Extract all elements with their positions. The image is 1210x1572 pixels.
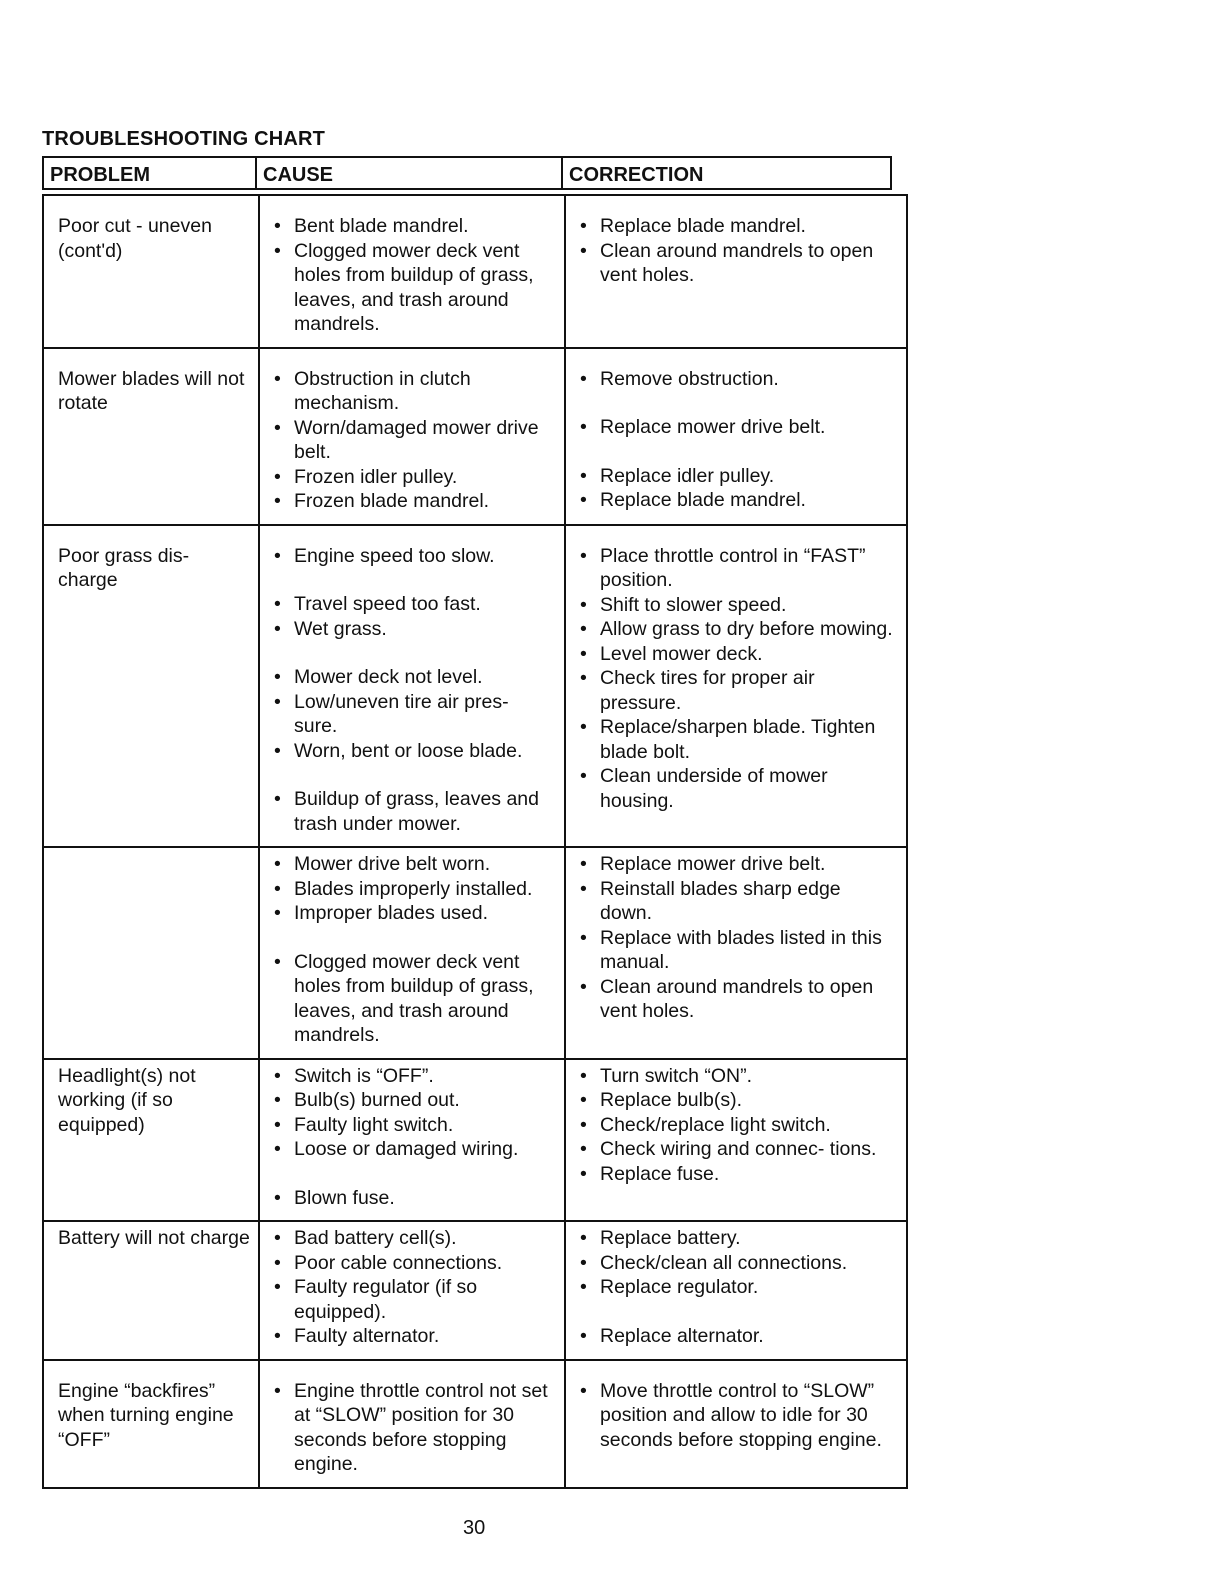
correction-item: • Clean underside of mower housing.: [578, 764, 898, 813]
cause-item: • Engine speed too slow.: [272, 544, 556, 569]
correction-item: • Replace with blades listed in this manual.: [578, 926, 898, 975]
problem-cell: [43, 847, 259, 1059]
cause-item: • Travel speed too fast.: [272, 592, 556, 617]
cause-item: • Mower deck not level.: [272, 665, 556, 690]
correction-item: • Replace blade mandrel.: [578, 488, 898, 513]
correction-cell: [565, 1360, 907, 1488]
table-row: [43, 195, 907, 348]
cause-item: • Faulty light switch.: [272, 1113, 556, 1138]
problem-cell: Headlight(s) not working (if so equipped): [43, 1059, 259, 1222]
correction-list: [578, 544, 898, 814]
cause-item: • Mower drive belt worn.: [272, 852, 556, 877]
cause-cell: [259, 1221, 565, 1360]
table-row: [43, 1059, 907, 1222]
cause-item: • Faulty regulator (if so equipped).: [272, 1275, 556, 1324]
correction-item: • Check wiring and connec- tions.: [578, 1137, 898, 1162]
problem-cell: Battery will not charge: [43, 1221, 259, 1360]
cause-item: • Wet grass.: [272, 617, 556, 642]
page-title: TROUBLESHOOTING CHART: [42, 128, 326, 150]
correction-cell: [565, 195, 907, 348]
table-row: [43, 1360, 907, 1488]
header-problem: PROBLEM: [44, 158, 257, 188]
table-row: [43, 525, 907, 848]
correction-item: • Remove obstruction.: [578, 367, 898, 392]
correction-item: • Move throttle control to “SLOW” position and allow to idle for 30 seconds before stopping engine.: [578, 1379, 898, 1453]
correction-item: • Replace/sharpen blade. Tighten blade bolt.: [578, 715, 898, 764]
correction-item: • Replace battery.: [578, 1226, 898, 1251]
correction-item: • Replace mower drive belt.: [578, 852, 898, 877]
correction-list: [578, 214, 898, 288]
cause-list: [272, 1226, 556, 1349]
correction-item: • Check tires for proper air pressure.: [578, 666, 898, 715]
correction-item: • Reinstall blades sharp edge down.: [578, 877, 898, 926]
header-correction: CORRECTION: [569, 164, 704, 186]
correction-item: • Replace fuse.: [578, 1162, 898, 1187]
correction-list: [578, 1379, 898, 1453]
correction-cell: [565, 525, 907, 848]
correction-list: [578, 852, 898, 1024]
correction-item: • Place throttle control in “FAST” position.: [578, 544, 898, 593]
cause-item: • Improper blades used.: [272, 901, 556, 926]
correction-item: • Clean around mandrels to open vent holes.: [578, 239, 898, 288]
cause-item: • Buildup of grass, leaves and trash under mower.: [272, 787, 556, 836]
cause-item: • Worn, bent or loose blade.: [272, 739, 556, 764]
cause-cell: [259, 195, 565, 348]
cause-item: • Bad battery cell(s).: [272, 1226, 556, 1251]
table-header: [42, 156, 892, 190]
troubleshooting-table: [42, 194, 908, 1489]
correction-item: • Shift to slower speed.: [578, 593, 898, 618]
cause-item: • Bulb(s) burned out.: [272, 1088, 556, 1113]
cause-item: • Worn/damaged mower drive belt.: [272, 416, 556, 465]
problem-cell: Mower blades will not rotate: [43, 348, 259, 525]
cause-item: • Blown fuse.: [272, 1186, 556, 1211]
correction-item: • Replace blade mandrel.: [578, 214, 898, 239]
cause-item: • Poor cable connections.: [272, 1251, 556, 1276]
cause-list: [272, 852, 556, 1048]
cause-item: • Clogged mower deck vent holes from buildup of grass, leaves, and trash around mandrels.: [272, 950, 556, 1048]
table-row: [43, 1221, 907, 1360]
cause-list: [272, 1379, 556, 1477]
cause-item: • Blades improperly installed.: [272, 877, 556, 902]
cause-item: • Frozen idler pulley.: [272, 465, 556, 490]
cause-list: [272, 1064, 556, 1211]
correction-item: • Clean around mandrels to open vent holes.: [578, 975, 898, 1024]
problem-cell: Poor grass dis- charge: [43, 525, 259, 848]
cause-item: • Bent blade mandrel.: [272, 214, 556, 239]
cause-item: • Loose or damaged wiring.: [272, 1137, 556, 1162]
table-row: [43, 847, 907, 1059]
correction-item: • Level mower deck.: [578, 642, 898, 667]
cause-cell: [259, 1059, 565, 1222]
correction-cell: [565, 1059, 907, 1222]
correction-list: [578, 1226, 898, 1348]
correction-list: [578, 367, 898, 513]
problem-cell: Poor cut - uneven (cont'd): [43, 195, 259, 348]
correction-cell: [565, 348, 907, 525]
cause-cell: [259, 348, 565, 525]
cause-cell: [259, 1360, 565, 1488]
page-number: 30: [463, 1517, 486, 1539]
correction-item: • Replace mower drive belt.: [578, 415, 898, 440]
cause-cell: [259, 847, 565, 1059]
problem-cell: Engine “backfires” when turning engine “OFF”: [43, 1360, 259, 1488]
table-row: [43, 348, 907, 525]
correction-cell: [565, 1221, 907, 1360]
correction-item: • Check/clean all connections.: [578, 1251, 898, 1276]
cause-item: • Clogged mower deck vent holes from buildup of grass, leaves, and trash around mandrels.: [272, 239, 556, 337]
correction-item: • Replace regulator.: [578, 1275, 898, 1300]
correction-item: • Allow grass to dry before mowing.: [578, 617, 898, 642]
correction-list: [578, 1064, 898, 1187]
cause-item: • Frozen blade mandrel.: [272, 489, 556, 514]
cause-item: • Low/uneven tire air pres- sure.: [272, 690, 556, 739]
table-body: [43, 195, 907, 1488]
cause-list: [272, 214, 556, 337]
cause-cell: [259, 525, 565, 848]
header-cause: CAUSE: [257, 158, 563, 188]
correction-item: • Turn switch “ON”.: [578, 1064, 898, 1089]
cause-item: • Obstruction in clutch mechanism.: [272, 367, 556, 416]
cause-list: [272, 367, 556, 514]
correction-item: • Replace bulb(s).: [578, 1088, 898, 1113]
correction-item: • Replace idler pulley.: [578, 464, 898, 489]
cause-item: • Engine throttle control not set at “SLOW” position for 30 seconds before stopping engine.: [272, 1379, 556, 1477]
cause-item: • Switch is “OFF”.: [272, 1064, 556, 1089]
correction-item: • Replace alternator.: [578, 1324, 898, 1349]
cause-item: • Faulty alternator.: [272, 1324, 556, 1349]
correction-item: • Check/replace light switch.: [578, 1113, 898, 1138]
correction-cell: [565, 847, 907, 1059]
cause-list: [272, 544, 556, 837]
